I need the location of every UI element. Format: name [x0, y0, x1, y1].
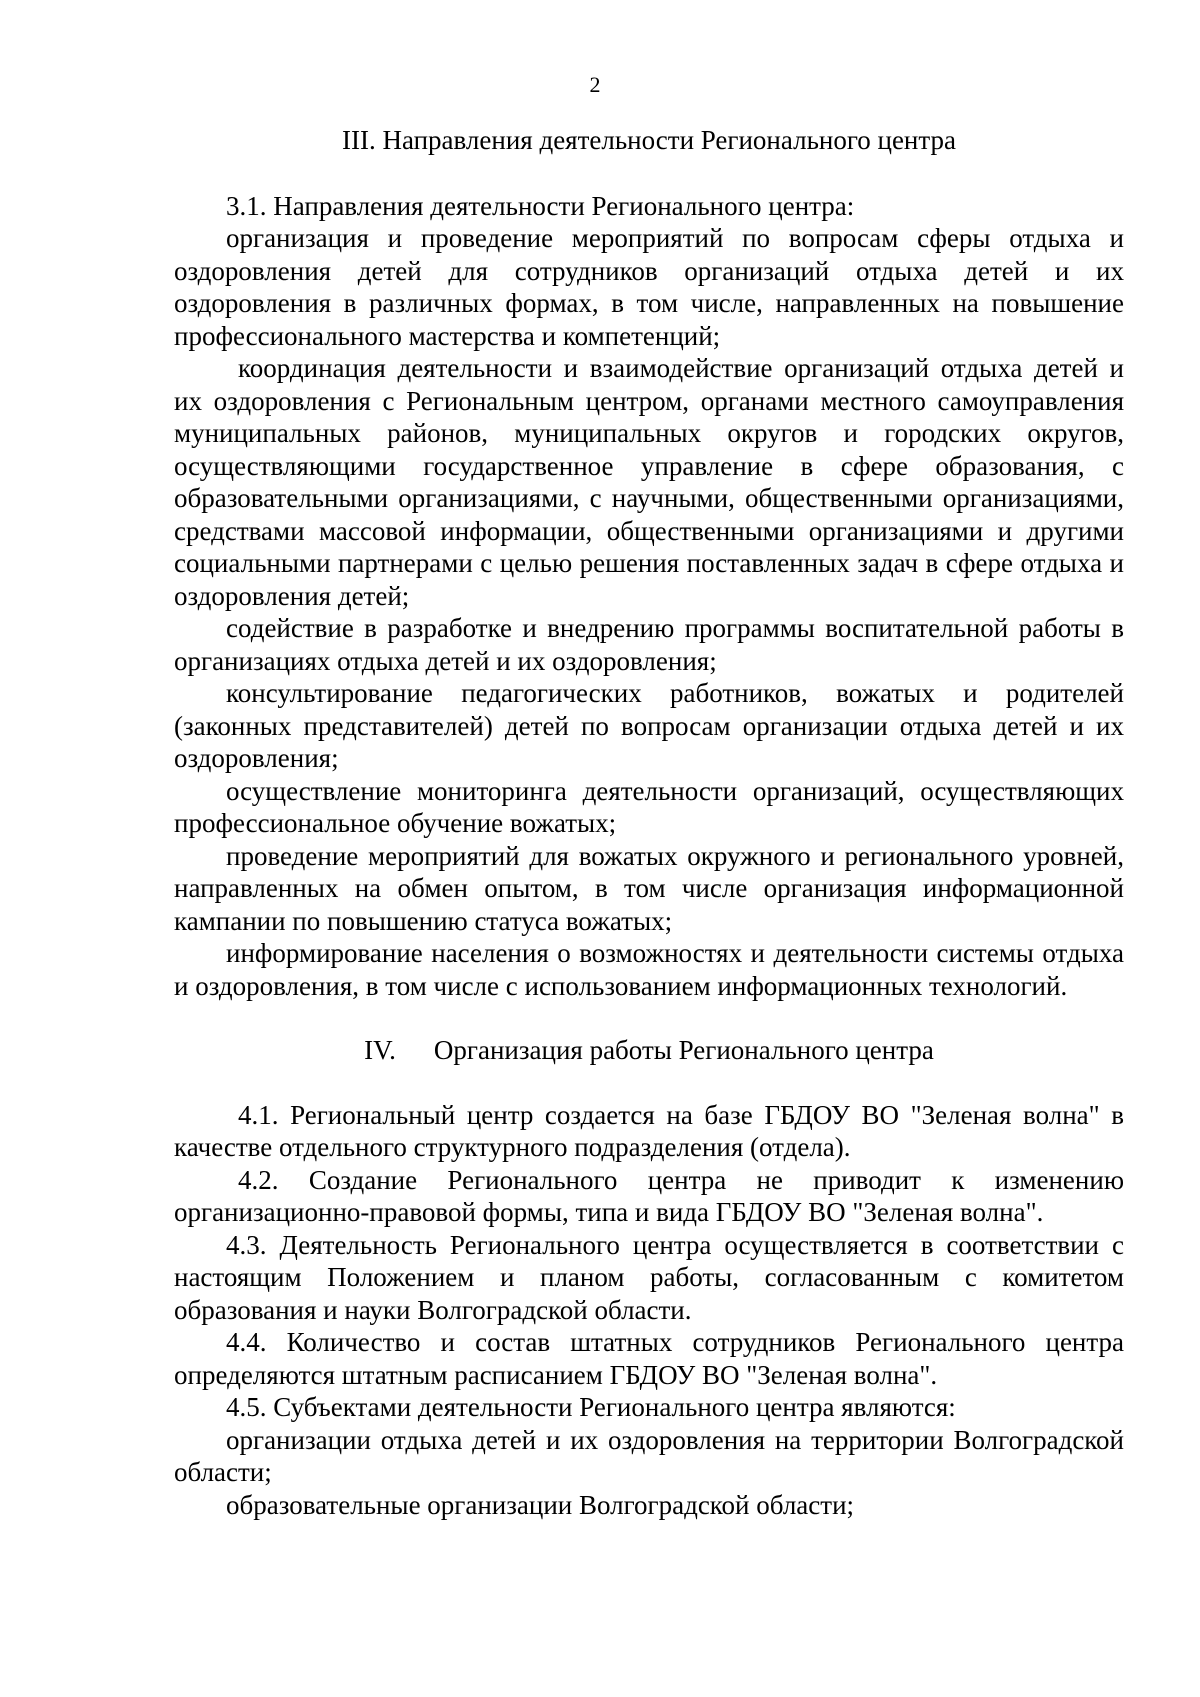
section-3-paragraph: содействие в разработке и внедрению программы воспитательной работы в организациях отдыха детей и их оздоровления; [174, 613, 1124, 676]
section-4-paragraph: 4.4. Количество и состав штатных сотрудников Регионального центра определяются штатным расписанием ГБДОУ ВО "Зеленая волна". [174, 1327, 1124, 1390]
page-number: 2 [589, 72, 601, 97]
section-4-heading-title: Организация работы Регионального центра [433, 1035, 934, 1065]
section-3-paragraph: консультирование педагогических работников, вожатых и родителей (законных представителей) детей по вопросам организации отдыха детей и их оздоровления; [174, 678, 1124, 773]
section-3-paragraph: координация деятельности и взаимодействие организаций отдыха детей и их оздоровления с Региональным центром, органами местного самоуправления муниципальных районов, муниципальных округов и городских округов, осуществляющими государственное управление в сфере образования, с образовательными организациями, с научными, общественными организациями, средствами массовой информации, общественными организациями и другими социальными партнерами с целью решения поставленных задач в сфере отдыха и оздоровления детей; [174, 353, 1124, 611]
section-4-paragraph: 4.2. Создание Регионального центра не приводит к изменению организационно-правовой формы, типа и вида ГБДОУ ВО "Зеленая волна". [174, 1164, 1124, 1227]
section-3-paragraph: организация и проведение мероприятий по вопросам сферы отдыха и оздоровления детей для сотрудников организаций отдыха детей и их оздоровления в различных формах, в том числе, направленных на повышение профессионального мастерства и компетенций; [174, 223, 1124, 351]
section-4-paragraph: 4.3. Деятельность Регионального центра осуществляется в соответствии с настоящим Положением и планом работы, согласованным с комитетом образования и науки Волгоградской области. [174, 1229, 1124, 1325]
section-4-paragraph: образовательные организации Волгоградской области; [226, 1489, 855, 1520]
section-3-paragraph: 3.1. Направления деятельности Регионального центра: [226, 190, 855, 221]
section-3-heading: III. Направления деятельности Регионального центра [342, 125, 956, 155]
section-3-paragraph: осуществление мониторинга деятельности организаций, осуществляющих профессиональное обучение вожатых; [174, 775, 1124, 838]
document-body [174, 124, 1124, 1521]
section-3-paragraph: информирование населения о возможностях и деятельности системы отдыха и оздоровления, в том числе с использованием информационных технологий. [174, 938, 1124, 1001]
section-4-paragraph: организации отдыха детей и их оздоровления на территории Волгоградской области; [174, 1424, 1124, 1487]
section-4-heading [174, 1034, 1124, 1067]
section-4-paragraph: 4.5. Субъектами деятельности Регионального центра являются: [226, 1392, 956, 1422]
section-4-paragraph: 4.1. Региональный центр создается на базе ГБДОУ ВО "Зеленая волна" в качестве отдельного структурного подразделения (отдела). [174, 1099, 1124, 1162]
section-4-heading-number: IV. [364, 1035, 396, 1065]
section-3-paragraph: проведение мероприятий для вожатых окружного и регионального уровней, направленных на обмен опытом, в том числе организация информационной кампании по повышению статуса вожатых; [174, 840, 1124, 936]
